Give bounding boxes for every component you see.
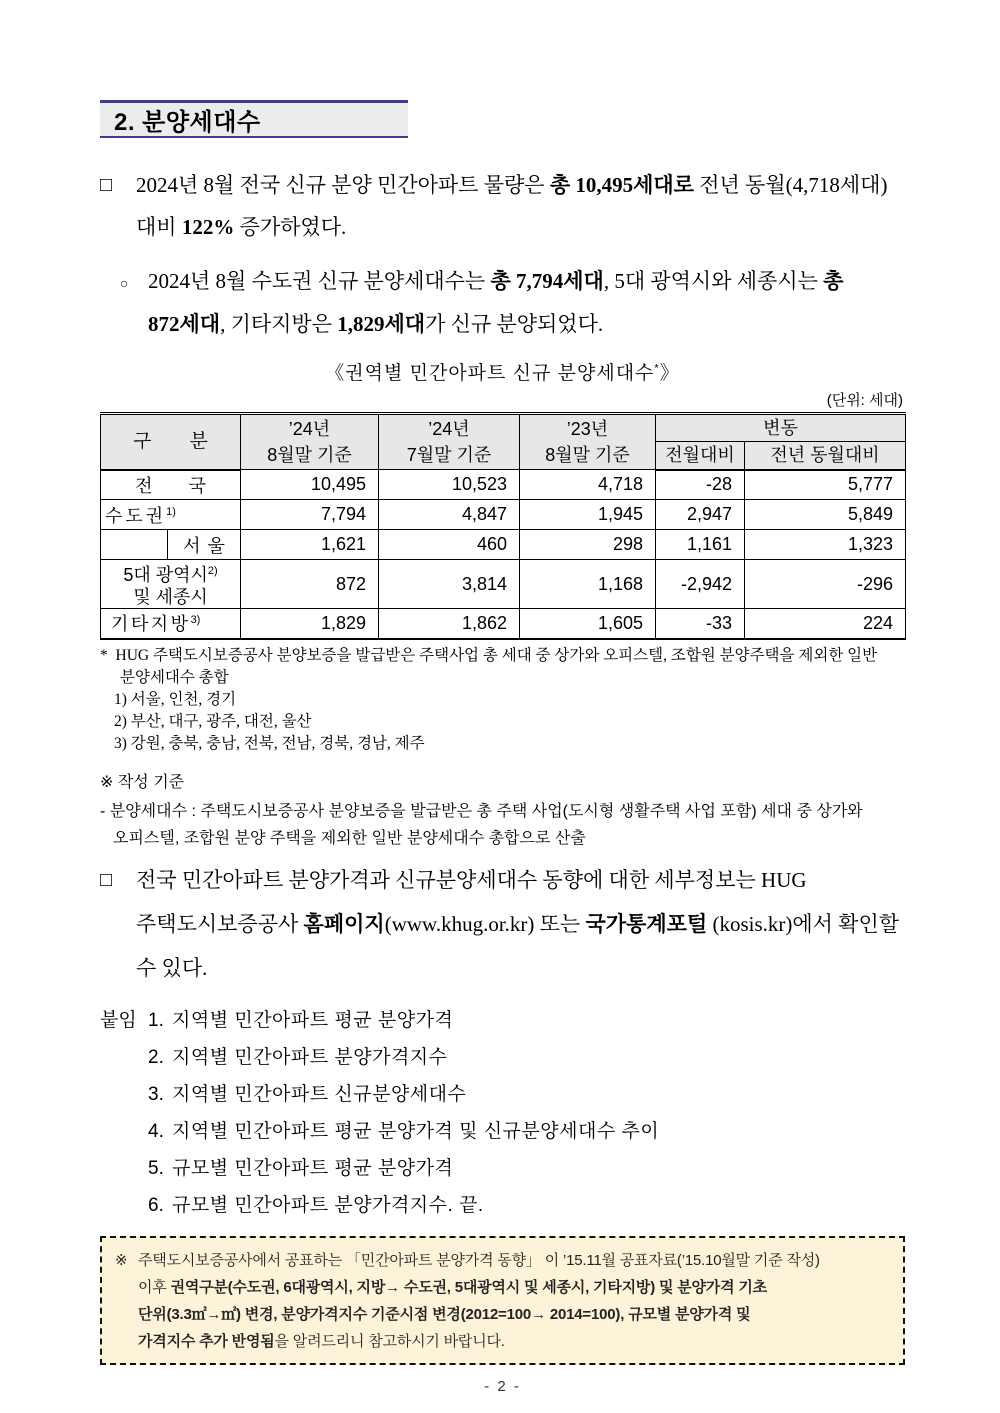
column-header-2023-08: ’23년 8월말 기준 xyxy=(520,414,656,470)
footnote-star: * HUG 주택도시보증공사 분양보증을 발급받은 주택사업 총 세대 중 상가와 오피스텔, 조합원 분양주택을 제외한 일반 분양세대수 총합 xyxy=(100,646,878,686)
attachment-item: 6. 규모별 민간아파트 분양가격지수. 끝. xyxy=(148,1194,484,1216)
attachment-item: 3. 지역별 민간아파트 신규분양세대수 xyxy=(148,1083,467,1105)
indent-spacer-cell xyxy=(101,530,168,560)
column-header-mom: 전월대비 xyxy=(656,442,745,470)
column-header-category: 구 분 xyxy=(101,414,241,470)
attachment-item: 2. 지역별 민간아파트 분양가격지수 xyxy=(148,1046,448,1068)
column-header-2024-08: ’24년 8월말 기준 xyxy=(241,414,379,470)
attachment-item: 4. 지역별 민간아파트 평균 분양가격 및 신규분양세대수 추이 xyxy=(148,1120,660,1142)
criteria-block xyxy=(100,769,905,852)
notice-line: 단위(3.3㎡→㎡) 변경, 분양가격지수 기준시점 변경(2012=100→ 2014=100), 규모별 분양가격 및 xyxy=(138,1305,751,1323)
table-title: 《권역별 민간아파트 신규 분양세대수*》 xyxy=(325,362,680,384)
column-header-change: 변동 xyxy=(656,414,906,442)
table-row-sudogwon: 수도권$^{1)}$ 7,794 4,847 1,945 2,947 5,849 xyxy=(101,500,906,530)
unit-label: (단위: 세대) xyxy=(826,392,903,409)
row-label: 5대 광역시$^{2)}$ 및 세종시 xyxy=(101,560,241,609)
column-header-2024-07: ’24년 7월말 기준 xyxy=(379,414,520,470)
row-label: 수도권$^{1)}$ xyxy=(101,500,241,530)
table-header-row-1 xyxy=(101,414,906,442)
notice-line: 이후 권역구분(수도권, 6대광역시, 지방→ 수도권, 5대광역시 및 세종시, 기타지방) 및 분양가격 기초 xyxy=(138,1278,767,1296)
table-row-national: 전 국 10,495 10,523 4,718 -28 5,777 xyxy=(101,470,906,500)
paragraph-text: 전국 민간아파트 분양가격과 신규분양세대수 동향에 대한 세부정보는 HUG 주택도시보증공사 홈페이지(www.khug.or.kr) 또는 국가통계포털 (kosis.kr)에서 확인할 수 있다. xyxy=(136,867,900,980)
paragraph-more-info xyxy=(100,858,905,990)
attachments-prefix: 붙임 xyxy=(100,1009,137,1031)
paragraph-text: 2024년 8월 수도권 신규 분양세대수는 총 7,794세대, 5대 광역시와 세종시는 총 872세대, 기타지방은 1,829세대가 신규 분양되었다. xyxy=(148,269,844,336)
square-bullet-icon: □ xyxy=(100,868,113,891)
circle-bullet-icon: ○ xyxy=(120,277,129,292)
footnote-marker-2: 2) xyxy=(207,565,218,577)
row-label: 서울 xyxy=(168,530,241,560)
attachments-list xyxy=(100,1002,905,1224)
notice-line: ※ 주택도시보증공사에서 공표하는 「민간아파트 분양가격 동향」 이 ’15.11월 공표자료(’15.10월말 기준 작성) xyxy=(115,1247,890,1274)
footnote-marker-3: 3) xyxy=(190,614,201,627)
attachment-item: 5. 규모별 민간아파트 평균 분양가격 xyxy=(148,1157,454,1179)
row-label: 기타지방$^{3)}$ xyxy=(101,609,241,639)
notice-line: 가격지수 추가 반영됨을 알려드리니 참고하시기 바랍니다. xyxy=(138,1332,505,1350)
section-title: 2. 분양세대수 xyxy=(114,109,261,136)
section-title-box xyxy=(100,100,408,138)
table-title-footnote-marker: * xyxy=(654,362,660,375)
reference-mark-icon: ※ xyxy=(115,1251,128,1269)
page-number: - 2 - xyxy=(484,1377,521,1395)
criteria-item: - 분양세대수 : 주택도시보증공사 분양보증을 발급받은 총 주택 사업(도시형 생활주택 사업 포함) 세대 중 상가와 오피스텔, 조합원 분양 주택을 제외한 일반 분양세대수 총합으로 산출 xyxy=(100,802,863,847)
notice-box xyxy=(100,1236,905,1365)
paragraph-national-volume xyxy=(100,164,905,248)
footnote-2: 2) 부산, 대구, 광주, 대전, 울산 xyxy=(114,712,312,730)
paragraph-region-volume xyxy=(118,260,905,346)
table-row-other-regions: 기타지방$^{3)}$ 1,829 1,862 1,605 -33 224 xyxy=(101,609,906,639)
column-header-yoy: 전년 동월대비 xyxy=(745,442,906,470)
paragraph-text: 2024년 8월 전국 신규 분양 민간아파트 물량은 총 10,495세대로 전년 동월(4,718세대)대비 122% 증가하였다. xyxy=(136,173,888,239)
criteria-heading: ※ 작성 기준 xyxy=(100,773,185,791)
square-bullet-icon: □ xyxy=(100,174,113,196)
table-row-metro-sejong: 5대 광역시$^{2)}$ 및 세종시 872 3,814 1,168 -2,942 -296 xyxy=(101,560,906,609)
region-supply-table xyxy=(100,412,906,640)
footnote-marker-1: 1) xyxy=(166,505,176,518)
row-label: 전 국 xyxy=(101,470,241,500)
attachment-item: 붙임 1. 지역별 민간아파트 평균 분양가격 xyxy=(100,1002,905,1039)
footnote-1: 1) 서울, 인천, 경기 xyxy=(114,690,237,708)
footnote-3: 3) 강원, 충북, 충남, 전북, 전남, 경북, 경남, 제주 xyxy=(114,734,425,752)
table-footnotes xyxy=(100,645,905,755)
table-row-seoul: 서울 1,621 460 298 1,161 1,323 xyxy=(101,530,906,560)
